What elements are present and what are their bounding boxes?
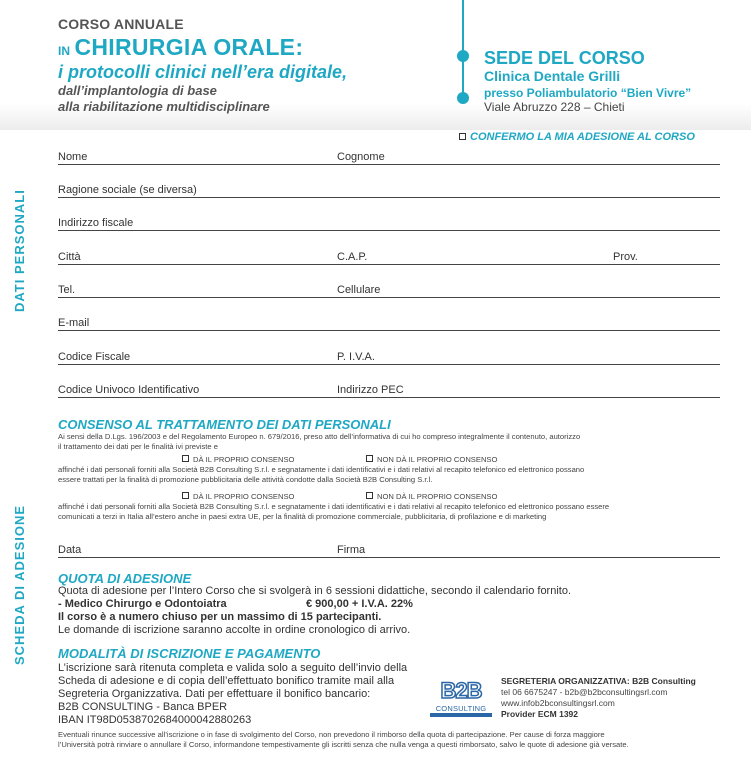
label-cap: C.A.P. (337, 251, 368, 263)
field-citta-cap-prov[interactable] (58, 264, 720, 265)
timeline-dot-bottom (457, 92, 469, 104)
modalita-iban: IBAN IT98D0538702684000042880263 (58, 714, 252, 726)
consent2-text-line2: comunicati a terzi in Italia all’estero anche in paesi extra UE, per la finalità di promozione commerciale, pubblicitaria, di profilazione e di marketing (58, 512, 547, 521)
modalita-line3: Segreteria Organizzativa. Dati per effettuare il bonifico bancario: (58, 688, 371, 700)
sede-clinic: Clinica Dentale Grilli (484, 68, 621, 84)
label-piva: P. I.V.A. (337, 351, 375, 363)
segreteria-web: www.infob2bconsultingsrl.com (501, 698, 615, 708)
sede-poliambulatorio: presso Poliambulatorio “Bien Vivre” (484, 86, 692, 100)
label-prov: Prov. (613, 251, 638, 263)
quota-domande: Le domande di iscrizione saranno accolte in ordine cronologico di arrivo. (58, 624, 411, 636)
segreteria-contacts: tel 06 6675247 - b2b@b2bconsultingsrl.com (501, 687, 668, 697)
sede-address: Viale Abruzzo 228 – Chieti (484, 100, 625, 114)
quota-title: QUOTA DI ADESIONE (58, 571, 192, 586)
modalita-line1: L’iscrizione sarà ritenuta completa e valida solo a seguito dell’invio della (58, 662, 408, 674)
timeline-line (462, 0, 464, 98)
timeline-dot-top (457, 50, 469, 62)
consent1-text-line2: essere trattati per la finalità di promozione pubblicitaria delle attività condotte dalla Società B2B Consulting S.r.l. (58, 475, 433, 484)
quota-price: € 900,00 + I.V.A. 22% (306, 598, 413, 610)
label-ragione-sociale: Ragione sociale (se diversa) (58, 184, 197, 196)
footer-note (58, 730, 724, 750)
field-nome-cognome[interactable] (58, 164, 720, 165)
label-data: Data (58, 544, 82, 556)
b2b-logo-sub: CONSULTING (435, 704, 487, 713)
label-tel: Tel. (58, 284, 76, 296)
consent-title: CONSENSO AL TRATTAMENTO DEI DATI PERSONALI (58, 417, 391, 432)
course-subtitle: i protocolli clinici nell’era digitale, (58, 62, 348, 82)
consent1-yes-label: DÀ IL PROPRIO CONSENSO (193, 455, 295, 464)
b2b-logo-text: B2B (440, 678, 482, 703)
quota-medico: - Medico Chirurgo e Odontoiatra (58, 598, 227, 610)
field-ragione-sociale[interactable] (58, 197, 720, 198)
field-email[interactable] (58, 330, 720, 331)
checkbox-square-icon[interactable] (366, 455, 373, 462)
footer-line1: Eventuali rinunce successive all’iscrizione o in fase di svolgimento del Corso, non prevedono il rimborso della quota di partecipazione. Per cause di forza maggiore (58, 730, 605, 739)
confirm-adhesion-label: CONFERMO LA MIA ADESIONE AL CORSO (470, 131, 695, 143)
label-firma: Firma (337, 544, 366, 556)
modalita-line2: Scheda di adesione e di copia dell’effettuato bonifico tramite mail alla (58, 675, 395, 687)
consent1-text-line1: affinché i dati personali forniti alla Società B2B Consulting S.r.l. e segnatamente i dati identificativi e i dati relativi al recapito telefonico ed elettronico possano (58, 465, 585, 474)
b2b-logo (430, 678, 492, 718)
checkbox-square-icon[interactable] (459, 133, 466, 140)
consent2-yes-option[interactable] (182, 492, 294, 501)
course-subtitle-line2: alla riabilitazione multidisciplinare (58, 99, 270, 114)
course-header (0, 0, 751, 130)
segreteria-provider: Provider ECM 1392 (501, 709, 579, 719)
consent2-text (58, 502, 722, 522)
label-indirizzo-fiscale: Indirizzo fiscale (58, 217, 134, 229)
consent1-no-option[interactable] (366, 455, 497, 464)
course-title-main: CHIRURGIA ORALE: (74, 34, 304, 60)
course-subtitle-secondary (58, 83, 270, 115)
quota-numero-chiuso: Il corso è a numero chiuso per un massimo di 15 partecipanti. (58, 611, 382, 623)
consent2-yes-label: DÀ IL PROPRIO CONSENSO (193, 492, 295, 501)
b2b-logo-bar (430, 713, 492, 717)
field-codice-univoco-pec[interactable] (58, 397, 720, 398)
consent2-no-option[interactable] (366, 492, 497, 501)
course-title (58, 34, 303, 61)
consent2-text-line1: affinché i dati personali forniti alla Società B2B Consulting S.r.l. e segnatamente i dati identificativi e i dati relativi al recapito telefonico ed elettronico possano essere (58, 502, 610, 511)
course-annual-label: CORSO ANNUALE (58, 16, 184, 32)
label-nome: Nome (58, 151, 88, 163)
consent1-no-label: NON DÀ IL PROPRIO CONSENSO (377, 455, 498, 464)
modalita-banca: B2B CONSULTING - Banca BPER (58, 701, 228, 713)
label-codice-univoco: Codice Univoco Identificativo (58, 384, 200, 396)
label-citta: Città (58, 251, 81, 263)
consent-intro (58, 432, 722, 452)
course-subtitle-line1: dall’implantologia di base (58, 83, 217, 98)
label-cellulare: Cellulare (337, 284, 381, 296)
label-codice-fiscale: Codice Fiscale (58, 351, 131, 363)
consent-intro-line2: il trattamento dei dati per le finalità ivi previste e (58, 442, 218, 451)
field-tel-cellulare[interactable] (58, 297, 720, 298)
field-cf-piva[interactable] (58, 364, 720, 365)
consent1-text (58, 465, 722, 485)
label-email: E-mail (58, 317, 90, 329)
field-data-firma[interactable] (58, 557, 720, 558)
side-label-dati-personali: DATI PERSONALI (12, 189, 27, 312)
label-cognome: Cognome (337, 151, 385, 163)
footer-line2: l’Università potrà rinviare o annullare il Corso, informandone tempestivamente gli iscritti senza che nulla venga a questi rimborsato, salvo le quote di adesione già versate. (58, 740, 629, 749)
checkbox-square-icon[interactable] (182, 455, 189, 462)
side-label-scheda-adesione: SCHEDA DI ADESIONE (12, 504, 27, 665)
checkbox-square-icon[interactable] (366, 492, 373, 499)
modalita-title: MODALITÀ DI ISCRIZIONE E PAGAMENTO (58, 646, 321, 661)
consent-intro-line1: Ai sensi della D.Lgs. 196/2003 e del Regolamento Europeo n. 679/2016, preso atto dell’informativa di cui ho compreso integralmente il contenuto, autorizzo (58, 432, 581, 441)
label-pec: Indirizzo PEC (337, 384, 404, 396)
sede-title: SEDE DEL CORSO (484, 48, 645, 68)
field-indirizzo-fiscale[interactable] (58, 230, 720, 231)
confirm-adhesion-checkbox[interactable] (459, 131, 695, 143)
course-title-in: IN (58, 44, 70, 58)
quota-description: Quota di adesione per l’Intero Corso che si svolgerà in 6 sessioni didattiche, secondo il calendario fornito. (58, 585, 572, 597)
consent2-no-label: NON DÀ IL PROPRIO CONSENSO (377, 492, 498, 501)
consent1-yes-option[interactable] (182, 455, 294, 464)
checkbox-square-icon[interactable] (182, 492, 189, 499)
segreteria-title: SEGRETERIA ORGANIZZATIVA: B2B Consulting (501, 676, 696, 686)
